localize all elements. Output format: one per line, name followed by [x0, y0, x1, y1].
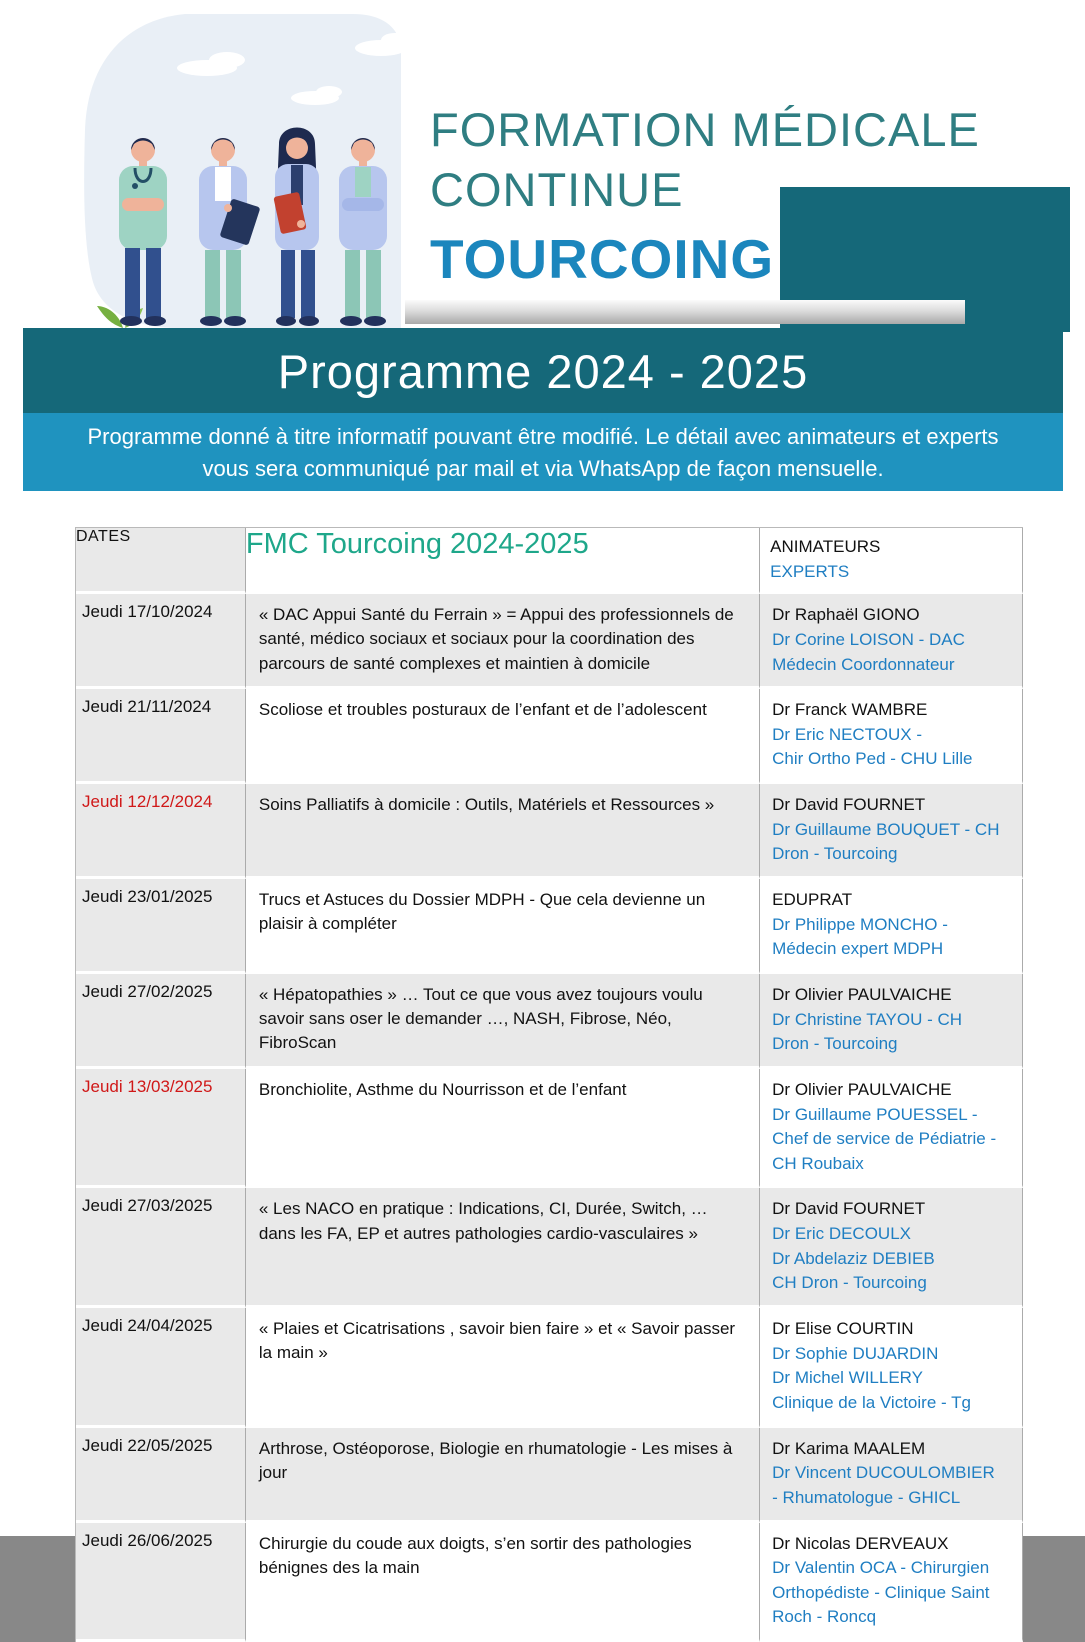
shelf-shadow-decoration: [405, 300, 965, 324]
table-row: [76, 689, 1023, 784]
animateur-name: Dr David FOURNET: [772, 793, 1010, 818]
expert-name: Dr Christine TAYOU - CH: [772, 1008, 1010, 1033]
expert-name: Dr Vincent DUCOULOMBIER: [772, 1461, 1010, 1486]
experts-cell: [760, 1069, 1023, 1189]
dates-column-header: DATES: [76, 528, 246, 594]
expert-name: Dr Valentin OCA - Chirurgien: [772, 1556, 1010, 1581]
expert-name: Dr Eric NECTOUX -: [772, 723, 1010, 748]
expert-name: - Rhumatologue - GHICL: [772, 1486, 1010, 1511]
table-row: [76, 974, 1023, 1069]
experts-cell: [760, 689, 1023, 784]
expert-name: Médecin Coordonnateur: [772, 653, 1010, 678]
expert-name: Chef de service de Pédiatrie -: [772, 1127, 1010, 1152]
expert-name: Dr Guillaume BOUQUET - CH: [772, 818, 1010, 843]
expert-name: Médecin expert MDPH: [772, 937, 1010, 962]
topic-cell: Trucs et Astuces du Dossier MDPH - Que cela devienne un plaisir à compléter: [246, 879, 760, 974]
animateur-name: Dr Olivier PAULVAICHE: [772, 983, 1010, 1008]
schedule-table: [75, 527, 1023, 1642]
topic-cell: « Les NACO en pratique : Indications, CI, Durée, Switch, … dans les FA, EP et autres pathologies cardio-vasculaires »: [246, 1188, 760, 1308]
date-cell: Jeudi 21/11/2024: [76, 689, 246, 784]
experts-cell: [760, 784, 1023, 879]
expert-name: Roch - Roncq: [772, 1605, 1010, 1630]
expert-name: Dr Michel WILLERY: [772, 1366, 1010, 1391]
table-row: [76, 879, 1023, 974]
date-cell: Jeudi 22/05/2025: [76, 1428, 246, 1523]
expert-name: Dr Philippe MONCHO -: [772, 913, 1010, 938]
expert-name: Dr Corine LOISON - DAC: [772, 628, 1010, 653]
topic-cell: « Hépatopathies » … Tout ce que vous avez toujours voulu savoir sans oser le demander …, NASH, Fibrose, Néo, FibroScan: [246, 974, 760, 1069]
topic-cell: « DAC Appui Santé du Ferrain » = Appui des professionnels de santé, médico sociaux et sociaux pour la coordination des parcours de santé complexes et maintien à domicile: [246, 594, 760, 689]
experts-cell: [760, 879, 1023, 974]
topic-cell: Scoliose et troubles posturaux de l’enfant et de l’adolescent: [246, 689, 760, 784]
experts-cell: [760, 594, 1023, 689]
expert-name: CH Dron - Tourcoing: [772, 1271, 1010, 1296]
animateur-name: Dr Karima MAALEM: [772, 1437, 1010, 1462]
expert-name: Dron - Tourcoing: [772, 842, 1010, 867]
program-banner: [23, 328, 1063, 413]
table-row: [76, 1069, 1023, 1189]
brand-line-city: TOURCOING: [430, 226, 980, 292]
date-cell: Jeudi 23/01/2025: [76, 879, 246, 974]
date-cell: Jeudi 24/04/2025: [76, 1308, 246, 1428]
experts-cell: [760, 1188, 1023, 1308]
brand-line-1: FORMATION MÉDICALE: [430, 100, 980, 160]
expert-name: Orthopédiste - Clinique Saint: [772, 1581, 1010, 1606]
date-cell: Jeudi 13/03/2025: [76, 1069, 246, 1189]
animateur-name: Dr Raphaël GIONO: [772, 603, 1010, 628]
expert-name: Clinique de la Victoire - Tg: [772, 1391, 1010, 1416]
program-title: Programme 2024 - 2025: [278, 345, 808, 398]
expert-name: CH Roubaix: [772, 1152, 1010, 1177]
brand-title: [430, 100, 980, 292]
experts-cell: [760, 1428, 1023, 1523]
animateur-name: Dr Elise COURTIN: [772, 1317, 1010, 1342]
experts-cell: [760, 1523, 1023, 1642]
experts-cell: [760, 974, 1023, 1069]
table-row: [76, 1428, 1023, 1523]
topic-cell: Bronchiolite, Asthme du Nourrisson et de l’enfant: [246, 1069, 760, 1189]
table-row: [76, 1188, 1023, 1308]
animateur-name: Dr David FOURNET: [772, 1197, 1010, 1222]
table-row: [76, 594, 1023, 689]
date-cell: Jeudi 17/10/2024: [76, 594, 246, 689]
experts-cell: [760, 1308, 1023, 1428]
expert-name: Dr Eric DECOULX: [772, 1222, 1010, 1247]
table-header-row: [76, 528, 1023, 594]
table-row: [76, 1523, 1023, 1642]
animateurs-experts-header: [760, 528, 1023, 594]
date-cell: Jeudi 12/12/2024: [76, 784, 246, 879]
note-banner: [23, 413, 1063, 491]
medical-team-illustration: [65, 10, 405, 330]
table-title-header: FMC Tourcoing 2024-2025: [246, 528, 760, 594]
table-row: [76, 1308, 1023, 1428]
experts-label: EXPERTS: [770, 560, 1012, 585]
animateur-name: Dr Franck WAMBRE: [772, 698, 1010, 723]
expert-name: Dr Sophie DUJARDIN: [772, 1342, 1010, 1367]
expert-name: Dr Guillaume POUESSEL -: [772, 1103, 1010, 1128]
date-cell: Jeudi 27/03/2025: [76, 1188, 246, 1308]
animateurs-label: ANIMATEURS: [770, 535, 1012, 560]
topic-cell: Arthrose, Ostéoporose, Biologie en rhumatologie - Les mises à jour: [246, 1428, 760, 1523]
expert-name: Dr Abdelaziz DEBIEB: [772, 1247, 1010, 1272]
animateur-name: Dr Nicolas DERVEAUX: [772, 1532, 1010, 1557]
topic-cell: Chirurgie du coude aux doigts, s’en sortir des pathologies bénignes des la main: [246, 1523, 760, 1642]
table-row: [76, 784, 1023, 879]
date-cell: Jeudi 26/06/2025: [76, 1523, 246, 1642]
note-line-1: Programme donné à titre informatif pouvant être modifié. Le détail avec animateurs et experts: [23, 421, 1063, 453]
schedule-body: [76, 594, 1023, 1642]
animateur-name: Dr Olivier PAULVAICHE: [772, 1078, 1010, 1103]
brand-line-2: CONTINUE: [430, 160, 980, 220]
expert-name: Chir Ortho Ped - CHU Lille: [772, 747, 1010, 772]
expert-name: Dron - Tourcoing: [772, 1032, 1010, 1057]
topic-cell: « Plaies et Cicatrisations , savoir bien faire » et « Savoir passer la main »: [246, 1308, 760, 1428]
topic-cell: Soins Palliatifs à domicile : Outils, Matériels et Ressources »: [246, 784, 760, 879]
animateur-name: EDUPRAT: [772, 888, 1010, 913]
note-line-2: vous sera communiqué par mail et via WhatsApp de façon mensuelle.: [23, 453, 1063, 485]
date-cell: Jeudi 27/02/2025: [76, 974, 246, 1069]
